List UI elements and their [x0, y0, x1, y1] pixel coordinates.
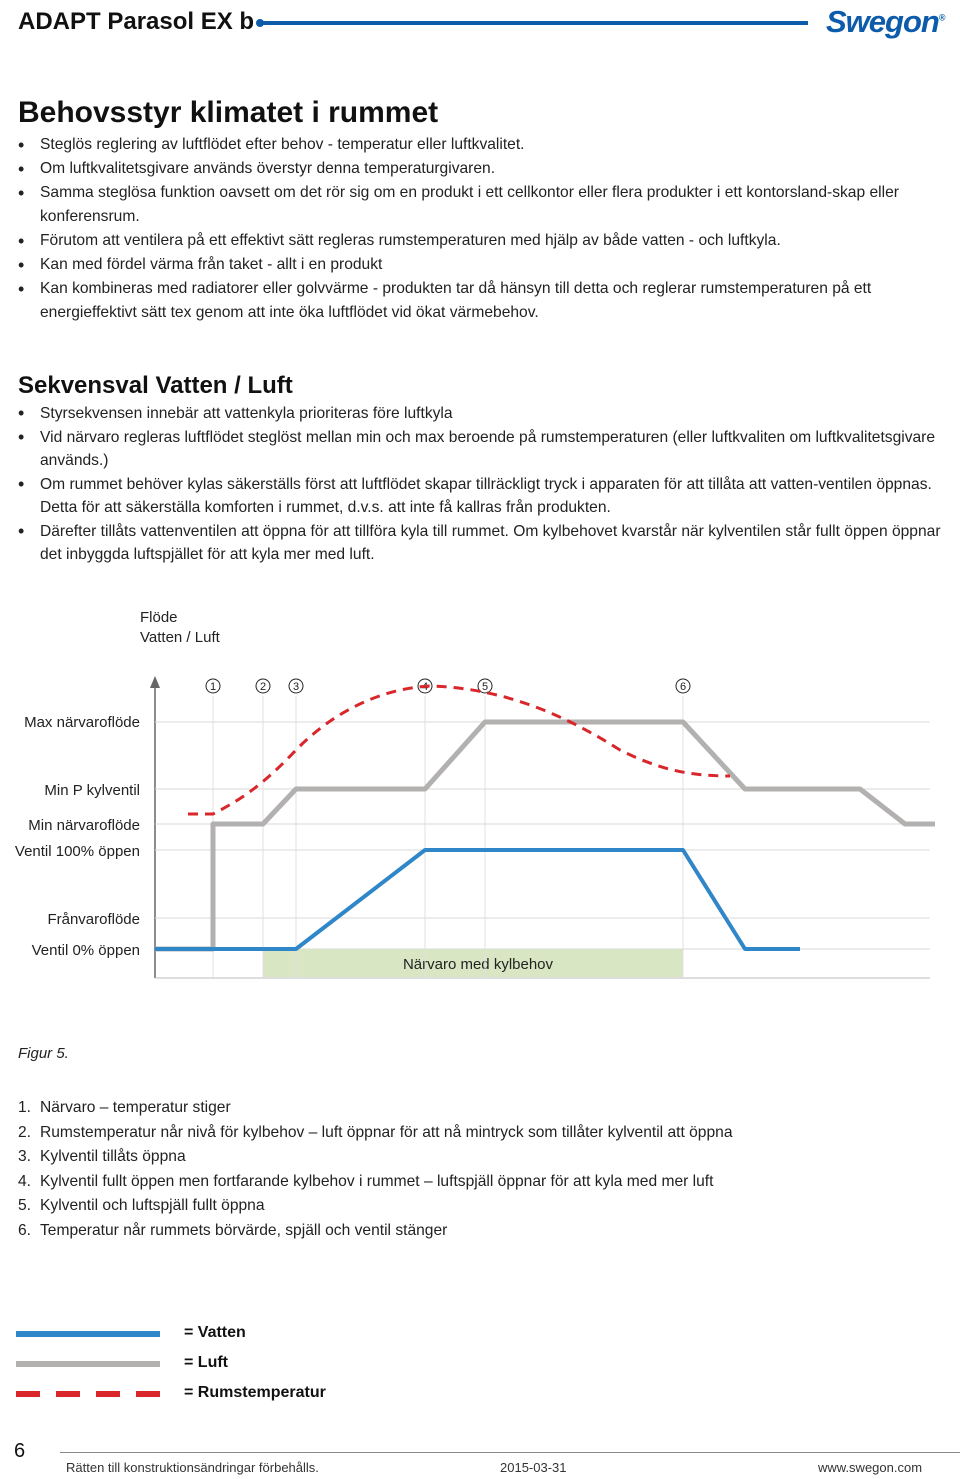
figure-caption: Figur 5.: [18, 1045, 69, 1062]
y-level-label: Ventil 100% öppen: [14, 843, 140, 860]
step-markers: [206, 679, 690, 693]
swegon-logo: Swegon®: [826, 4, 945, 39]
footer-url[interactable]: www.swegon.com: [818, 1460, 923, 1475]
list-item: 2. Rumstemperatur når nivå för kylbehov – luft öppnar för att nå mintryck som tillåter kylventil att öppna: [18, 1123, 733, 1141]
step-marker-label: 6: [679, 681, 687, 693]
list-item: 5. Kylventil och luftspjäll fullt öppna: [18, 1197, 265, 1215]
y-axis-label-line1: Flöde: [140, 609, 178, 626]
list-item: 3. Kylventil tillåts öppna: [18, 1148, 186, 1166]
list-item: • Om rummet behöver kylas säkerställs först att luftflödet skapar tillräckligt tryck i apparaten för att tillåta att vatten-ventilen öppnas. Detta för att säkerställa komforten i rummet, d.v.s. att inte få kallras från produkten.: [18, 473, 948, 519]
step-marker-label: 3: [292, 681, 300, 693]
y-level-label: Ventil 0% öppen: [31, 942, 140, 959]
list-item: • Kan med fördel värma från taket - allt i en produkt: [18, 253, 948, 277]
list-item: • Därefter tillåts vattenventilen att öppna för att tillföra kyla till rummet. Om kylbehovet kvarstår när kylventilen står fullt öppen öppnar det inbyggda luftspjället för att kyla mer med luft.: [18, 520, 948, 566]
y-level-label: Frånvaroflöde: [47, 911, 140, 928]
y-axis-arrow: [150, 676, 160, 688]
section-heading-sekvensval: Sekvensval Vatten / Luft: [18, 372, 293, 399]
footer-date: 2015-03-31: [500, 1460, 567, 1475]
list-item: • Kan kombineras med radiatorer eller golvvärme - produkten tar då hänsyn till detta och reglerar rumstemperaturen på ett energieffektivt sätt tex genom att inte öka luftflödet vid ökat värmebehov.: [18, 277, 948, 325]
list-item: • Om luftkvalitetsgivare används överstyr denna temperaturgivaren.: [18, 157, 948, 181]
series-luft-line: [155, 722, 935, 949]
legend-item-luft: [16, 1350, 356, 1380]
step-list: [18, 1096, 733, 1244]
footer-note: Rätten till konstruktionsändringar förbehålls.: [66, 1460, 319, 1475]
list-item: 1. Närvaro – temperatur stiger: [18, 1099, 231, 1116]
legend: [16, 1320, 356, 1420]
step-marker-label: 4: [421, 681, 429, 693]
page-number: 6: [14, 1440, 26, 1462]
list-item: • Steglös reglering av luftflödet efter behov - temperatur eller luftkvalitet.: [18, 133, 948, 157]
step-marker-label: 2: [259, 681, 267, 693]
y-axis-label-line2: Vatten / Luft: [140, 629, 220, 646]
section-heading-behovsstyr: Behovsstyr klimatet i rummet: [18, 96, 439, 129]
y-level-label: Min P kylventil: [44, 782, 140, 799]
y-level-label: Max närvaroflöde: [24, 714, 140, 731]
sequence-chart: [0, 600, 960, 1000]
legend-swatch-rumstemperatur: [16, 1391, 160, 1397]
legend-label: = Vatten: [184, 1324, 246, 1341]
footer-rule: [60, 1452, 960, 1453]
list-item: 4. Kylventil fullt öppen men fortfarande kylbehov i rummet – luftspjäll öppnar för att kyla med mer luft: [18, 1172, 714, 1190]
legend-swatch-luft: [16, 1361, 160, 1367]
list-item: 6. Temperatur når rummets börvärde, spjäll och ventil stänger: [18, 1221, 448, 1239]
series-vatten-line: [155, 850, 800, 949]
header-rule: [262, 21, 808, 25]
list-item: • Förutom att ventilera på ett effektivt sätt regleras rumstemperaturen med hjälp av både vatten - och luftkyla.: [18, 229, 948, 253]
step-marker-label: 1: [209, 681, 217, 693]
legend-item-rumstemperatur: [16, 1380, 356, 1410]
presence-band-label: Närvaro med kylbehov: [402, 956, 554, 973]
bullet-list-sekvensval: [18, 402, 948, 567]
list-item: • Samma steglösa funktion oavsett om det rör sig om en produkt i ett cellkontor eller flera produkter i ett kontorsland-skap eller konferensrum.: [18, 181, 948, 229]
y-level-label: Min närvaroflöde: [28, 817, 140, 834]
legend-label: = Rumstemperatur: [184, 1384, 326, 1401]
list-item: • Vid närvaro regleras luftflödet steglöst mellan min och max beroende på rumstemperaturen (eller luftkvaliten om luftkvalitetsgivare används.): [18, 426, 948, 472]
legend-label: = Luft: [184, 1354, 228, 1371]
document-title: ADAPT Parasol EX b: [18, 8, 255, 35]
legend-item-vatten: [16, 1320, 356, 1350]
step-marker-label: 5: [481, 681, 489, 693]
legend-swatch-vatten: [16, 1331, 160, 1337]
bullet-list-behovsstyr: [18, 133, 948, 325]
list-item: • Styrsekvensen innebär att vattenkyla prioriteras före luftkyla: [18, 402, 948, 425]
